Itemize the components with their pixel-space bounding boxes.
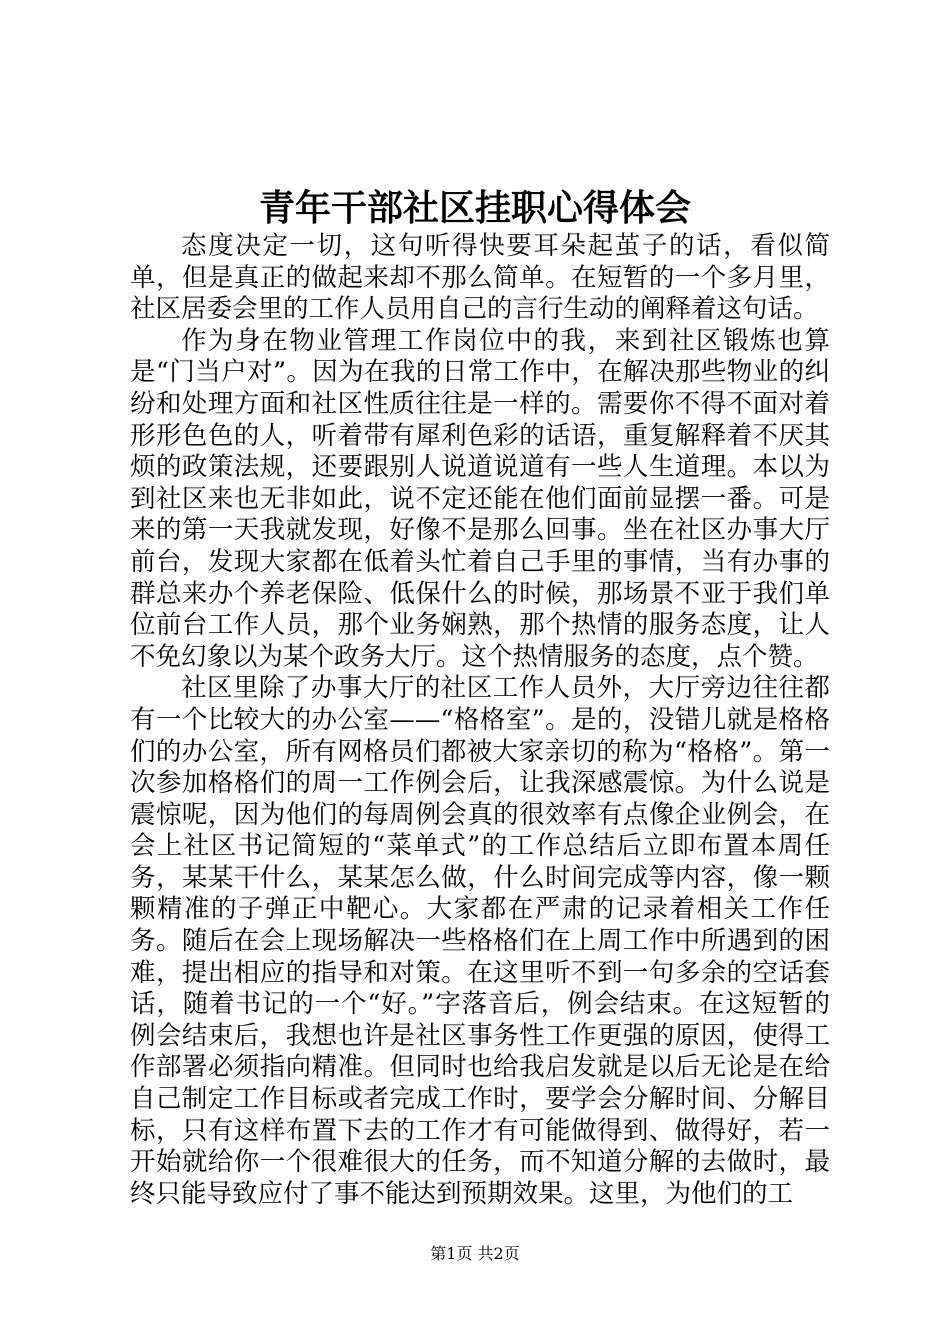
paragraph-3: 社区里除了办事大厅的社区工作人员外，大厅旁边往往都有一个比较大的办公室——“格格室”。是的，没错儿就是格格们的办公室，所有网格员们都被大家亲切的称为“格格”。第一次参加格格们的周一工作例会后，让我深感震惊。为什么说是震惊呢，因为他们的每周例会真的很效率有点像企业例会，在会上社区书记简短的“菜单式”的工作总结后立即布置本周任务，某某干什么，某某怎么做，什么时间完成等内容，像一颗颗精准的子弹正中靶心。大家都在严肃的记录着相关工作任务。随后在会上现场解决一些格格们在上周工作中所遇到的困难，提出相应的指导和对策。在这里听不到一句多余的空话套话，随着书记的一个“好。”字落音后，例会结束。在这短暂的例会结束后，我想也许是社区事务性工作更强的原因，使得工作部署必须指向精准。但同时也给我启发就是以后无论是在给自己制定工作目标或者完成工作时，要学会分解时间、分解目标，只有这样布置下去的工作才有可能做得到、做得好，若一开始就给你一个很难很大的任务，而不知道分解的去做时，最终只能导致应付了事不能达到预期效果。这里，为他们的工: [130, 673, 830, 1209]
paragraph-2: 作为身在物业管理工作岗位中的我，来到社区锻炼也算是“门当户对”。因为在我的日常工作中，在解决那些物业的纠纷和处理方面和社区性质往往是一样的。需要你不得不面对着形形色色的人，听着带有犀利色彩的话语，重复解释着不厌其烦的政策法规，还要跟别人说道说道有一些人生道理。本以为到社区来也无非如此，说不定还能在他们面前显摆一番。可是来的第一天我就发现，好像不是那么回事。坐在社区办事大厅前台，发现大家都在低着头忙着自己手里的事情，当有办事的群总来办个养老保险、低保什么的时候，那场景不亚于我们单位前台工作人员，那个业务娴熟，那个热情的服务态度，让人不免幻象以为某个政务大厅。这个热情服务的态度，点个赞。: [130, 325, 830, 672]
document-title: 青年干部社区挂职心得体会: [258, 188, 691, 229]
document-body: [130, 231, 830, 1210]
paragraph-1: 态度决定一切，这句听得快要耳朵起茧子的话，看似简单，但是真正的做起来却不那么简单。在短暂的一个多月里，社区居委会里的工作人员用自己的言行生动的阐释着这句话。: [130, 231, 830, 325]
page-footer: 第1页 共2页: [430, 1244, 520, 1263]
